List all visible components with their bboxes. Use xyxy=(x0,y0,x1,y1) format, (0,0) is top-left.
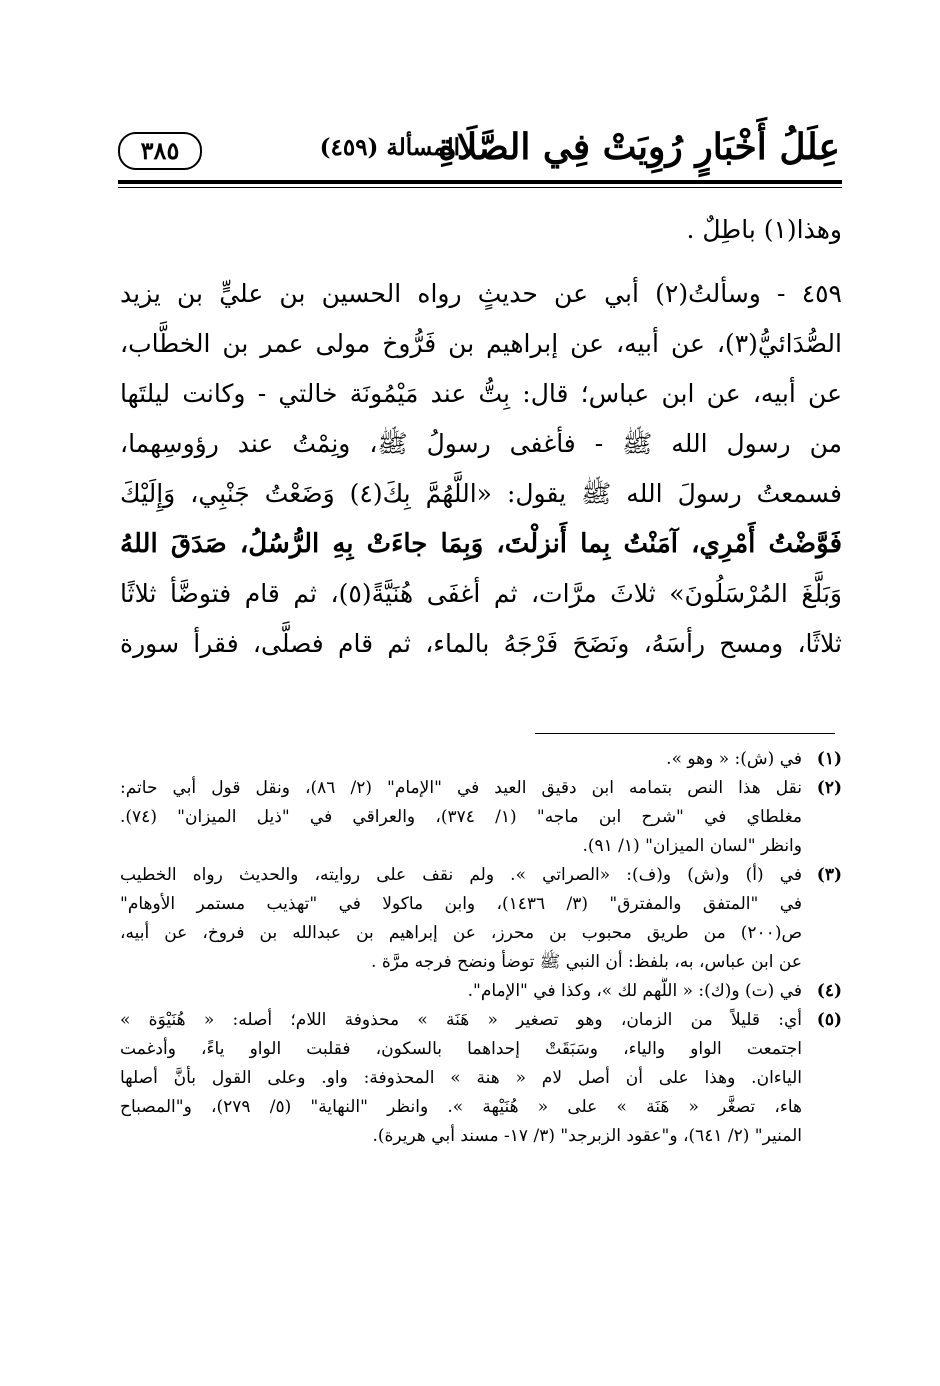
text-line: فسمعتُ رسولَ الله ﷺ يقول: «اللَّهُمَّ بِكَ(٤) وَضَعْتُ جَنْبِي، وَإِلَيْكَ xyxy=(120,479,842,508)
footnote-line: اجتمعت الواو والياء، وسَبَقَتْ إحداهما بالسكون، فقلبت الواو ياءً، وأدغمت xyxy=(120,1039,802,1059)
footnote xyxy=(120,1006,842,1151)
header-rule-thick xyxy=(118,180,842,184)
footnote xyxy=(120,861,842,977)
footnote-line: الياءان. وهذا على أن أصل لام « هنة » المحذوفة: واو. وعلى القول بأنَّ أصلها xyxy=(120,1068,802,1088)
text-line: الصُّدَائيُّ(٣)، عن أبيه، عن إبراهيم بن فَرُّوخ مولى عمر بن الخطَّاب، xyxy=(120,329,842,358)
footnote-line: مغلطاي في "شرح ابن ماجه" (١/ ٣٧٤)، والعراقي في "ذيل الميزان" (٧٤). xyxy=(120,807,802,827)
footnote-line: المنير" (٢/ ٦٤١)، و"عقود الزبرجد" (٣/ ١٧- مسند أبي هريرة). xyxy=(372,1126,802,1146)
footnote-line: ص(٢٠٠) من طريق محبوب بن محرز، عن إبراهيم بن عبدالله بن فروخ، عن أبيه، xyxy=(120,923,802,943)
footnote-number: (٢) xyxy=(816,778,842,798)
footnote-line: في (ش): « وهو ». xyxy=(666,749,802,769)
text-line: وَبَلَّغَ المُرْسَلُونَ» ثلاثَ مرَّات، ثم أغفَى هُنَيَّةً(٥)، ثم قام فتوضَّأ ثلاثًا xyxy=(120,579,842,608)
footnote-line: في "المتفق والمفترق" (٣/ ١٤٣٦)، وابن ماكولا في "تهذيب مستمر الأوهام" xyxy=(120,894,802,914)
footnote-number: (٣) xyxy=(816,865,842,885)
footnote-line: في (ت) و(ك): « اللَّهم لك »، وكذا في "الإمام". xyxy=(467,981,802,1001)
footnote-number: (٤) xyxy=(816,981,842,1001)
footnote-line: عن ابن عباس، به، بلفظ: أن النبي ﷺ توضأ ونضح فرجه مرَّة . xyxy=(371,952,802,972)
page-number-badge: ٣٨٥ xyxy=(118,132,202,170)
footnote-line: هاء، تصغَّر « هَنَة » على « هُنَيْهة ». وانظر "النهاية" (٥/ ٢٧٩)، و"المصباح xyxy=(120,1097,802,1117)
footnote-line: وانظر "لسان الميزان" (١/ ٩١). xyxy=(582,836,802,856)
footnote-line: أي: قليلاً من الزمان، وهو تصغير « هَنَة » محذوفة اللام؛ أصله: « هُنَيْوَة » xyxy=(120,1010,802,1030)
footnotes xyxy=(120,745,842,1151)
text-line: عن أبيه، عن ابن عباس؛ قال: بِتُّ عند مَيْمُونَة خالتي - وكانت ليلتَها xyxy=(120,379,842,408)
text-line: ٤٥٩ - وسألتُ(٢) أبي عن حديثٍ رواه الحسين بن عليٍّ بن يزيد xyxy=(120,279,842,308)
running-header xyxy=(110,118,840,180)
footnote-line: في (أ) و(ش) و(ف): «الصراتي ». ولم نقف على روايته، والحديث رواه الخطيب xyxy=(120,865,802,885)
text-line: وهذا(١) باطِلٌ . xyxy=(686,215,842,244)
text-line: من رسول الله ﷺ - فأغفى رسولُ ﷺ، ونِمْتُ عند رؤوسِهما، xyxy=(120,429,842,458)
footnote-line: نقل هذا النص بتمامه ابن دقيق العيد في "الإمام" (٢/ ٨٦)، ونقل قول أبي حاتم: xyxy=(120,778,802,798)
text-line: ثلاثًا، ومسح رأسَهُ، ونَضَحَ فَرْجَهُ بالماء، ثم قام فصلَّى، فقرأ سورة xyxy=(120,629,842,658)
book-title: عِلَلُ أَخْبَارٍ رُوِيَتْ فِي الصَّلَاةِ xyxy=(437,126,840,168)
footnote xyxy=(120,774,842,861)
section-reference: المسألة (٤٥٩) xyxy=(319,134,460,161)
footnote-separator xyxy=(535,733,835,734)
footnote-number: (١) xyxy=(816,749,842,769)
footnote xyxy=(120,977,842,1006)
main-text xyxy=(120,205,842,669)
header-rule-thin xyxy=(118,187,842,188)
footnote xyxy=(120,745,842,774)
text-line: فَوَّضْتُ أَمْرِي، آمَنْتُ بِما أَنزلْتَ، وَبِمَا جاءَتْ بِهِ الرُّسُلُ، صَدَقَ اللهُ xyxy=(120,529,842,559)
footnote-number: (٥) xyxy=(816,1010,842,1030)
